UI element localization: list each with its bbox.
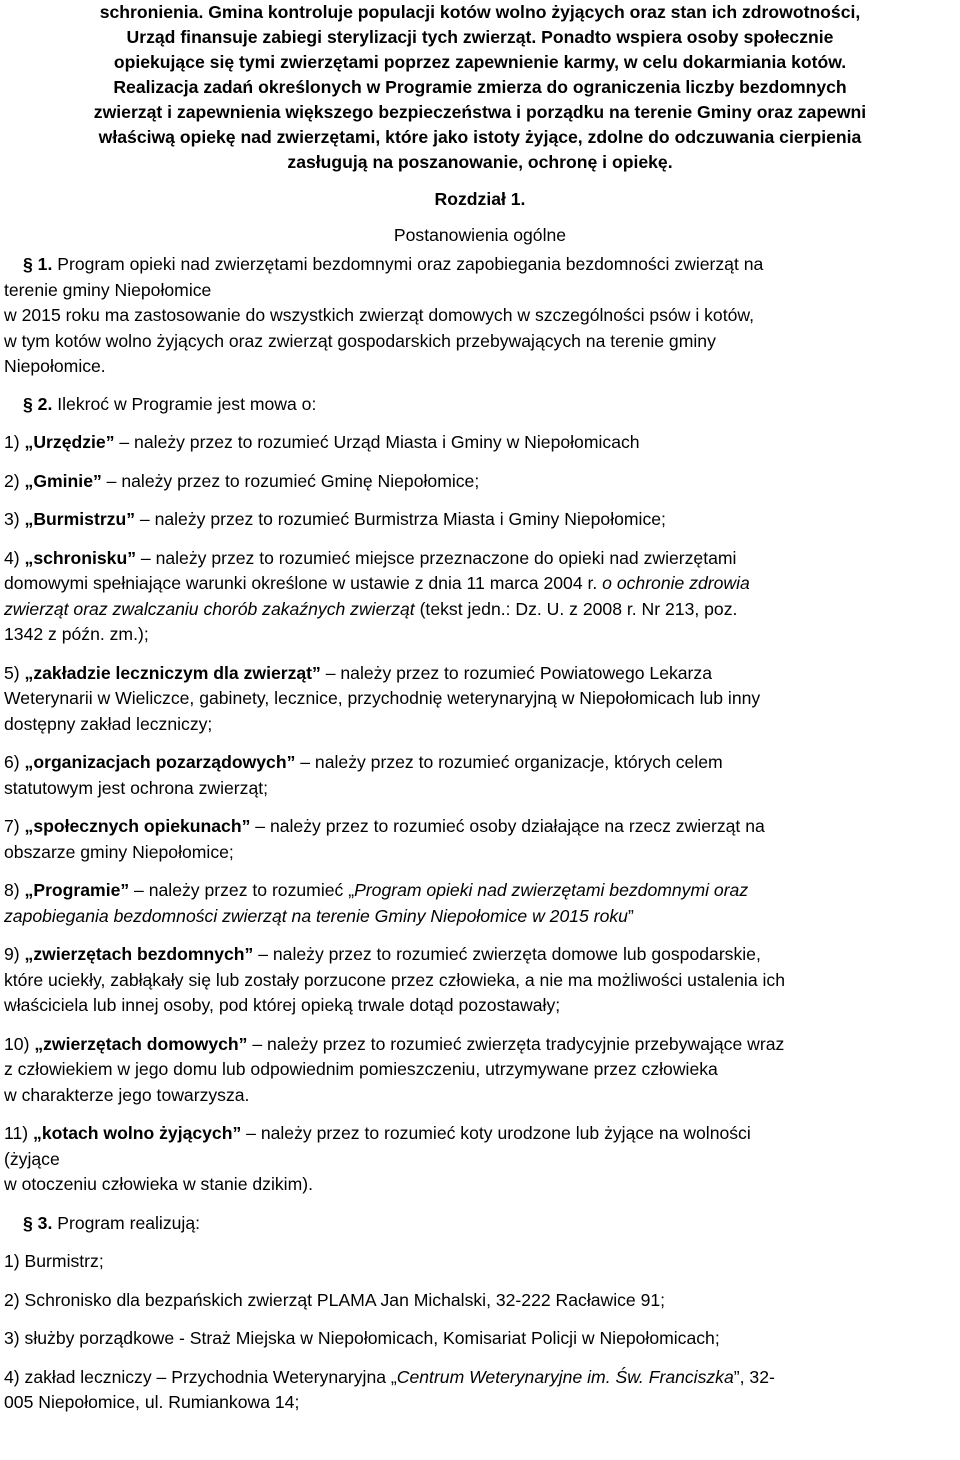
- definition-text: – należy przez to rozumieć „: [129, 880, 355, 900]
- section-text: Program opieki nad zwierzętami bezdomnymi oraz zapobiegania bezdomności zwierząt na: [52, 254, 764, 274]
- definition-text: – należy przez to rozumieć Urząd Miasta i Gminy w Niepołomicach: [114, 432, 640, 452]
- section-2: [4, 392, 956, 418]
- definition-text: – należy przez to rozumieć Gminę Niepołomice;: [101, 470, 480, 491]
- section-text: terenie gminy Niepołomice: [4, 279, 212, 300]
- section-number: § 1.: [23, 254, 53, 274]
- intro-line: zasługują na poszanowanie, ochronę i opiekę.: [287, 152, 673, 172]
- definition-text: dostępny zakład leczniczy;: [4, 713, 213, 734]
- definition-text: – należy przez to rozumieć zwierzęta tradycyjnie przebywające wraz: [247, 1033, 785, 1054]
- definition-number: 3): [4, 509, 25, 529]
- definition-item: [4, 942, 956, 1019]
- definition-text: – należy przez to rozumieć Powiatowego Lekarza: [320, 662, 712, 683]
- definition-term: „zwierzętach domowych”: [34, 1033, 248, 1054]
- section-text: Niepołomice.: [4, 356, 106, 376]
- definition-text: w charakterze jego towarzysza.: [4, 1084, 250, 1105]
- definition-term: „organizacjach pozarządowych”: [24, 752, 296, 772]
- program-title: zapobiegania bezdomności zwierząt na terenie Gminy Niepołomice w 2015 roku: [4, 905, 628, 926]
- definition-term: „Gminie”: [24, 470, 102, 491]
- realizer-text: 005 Niepołomice, ul. Rumiankowa 14;: [4, 1392, 300, 1412]
- law-title: zwierząt oraz zwalczaniu chorób zakaźnych zwierząt: [4, 598, 415, 619]
- definition-text: – należy przez to rozumieć Burmistrza Miasta i Gminy Niepołomice;: [135, 509, 666, 529]
- definition-text: (tekst jedn.: Dz. U. z 2008 r. Nr 213, poz.: [414, 598, 738, 619]
- intro-line: schronienia. Gmina kontroluje populacji kotów wolno żyjących oraz stan ich zdrowotności,: [99, 2, 861, 22]
- definition-text: (żyjące: [4, 1148, 60, 1169]
- section-number: § 3.: [23, 1212, 53, 1233]
- realizer-item: 2) Schronisko dla bezpańskich zwierząt PLAMA Jan Michalski, 32-222 Racławice 91;: [4, 1289, 666, 1310]
- definition-item: [4, 430, 956, 456]
- section-3: [4, 1211, 956, 1237]
- definition-text: z człowiekiem w jego domu lub odpowiednim pomieszczeniu, utrzymywane przez człowieka: [4, 1059, 718, 1079]
- definition-term: „Programie”: [24, 880, 130, 900]
- section-text: Program realizują:: [52, 1212, 201, 1233]
- definition-text: obszarze gminy Niepołomice;: [4, 841, 234, 862]
- intro-line: Realizacja zadań określonych w Programie zmierza do ograniczenia liczby bezdomnych: [113, 77, 847, 97]
- definition-item: [4, 507, 956, 533]
- section-text: w 2015 roku ma zastosowanie do wszystkich zwierząt domowych w szczególności psów i kotów,: [4, 305, 755, 325]
- definition-item: [4, 1032, 956, 1109]
- definition-term: „kotach wolno żyjących”: [33, 1123, 242, 1143]
- definition-text: statutowym jest ochrona zwierząt;: [4, 777, 269, 798]
- definition-number: 4): [4, 547, 25, 568]
- definition-term: „zakładzie leczniczym dla zwierząt”: [24, 662, 321, 683]
- definition-text: – należy przez to rozumieć zwierzęta domowe lub gospodarskie,: [253, 944, 761, 964]
- definition-item: [4, 814, 956, 865]
- definition-item: [4, 661, 956, 738]
- intro-line: zwierząt i zapewnienia większego bezpieczeństwa i porządku na terenie Gminy oraz zapewni: [93, 102, 867, 122]
- chapter-subtitle: Postanowienia ogólne: [393, 225, 567, 245]
- section-text: Ilekroć w Programie jest mowa o:: [52, 393, 317, 414]
- section-1: [4, 252, 956, 380]
- chapter-title: Rozdział 1.: [434, 189, 526, 209]
- definition-item: [4, 878, 956, 929]
- definition-text: które uciekły, zabłąkały się lub zostały porzucone przez człowieka, a nie ma możliwości ustalenia ich: [4, 969, 785, 990]
- definition-term: „schronisku”: [24, 547, 137, 568]
- definition-text: – należy przez to rozumieć miejsce przeznaczone do opieki nad zwierzętami: [136, 547, 737, 568]
- realizer-item: [4, 1365, 956, 1416]
- definition-text: w otoczeniu człowieka w stanie dzikim).: [4, 1174, 313, 1194]
- definition-number: 9): [4, 944, 25, 964]
- definition-number: 10): [4, 1033, 35, 1054]
- definition-number: 5): [4, 662, 25, 683]
- definition-text: właściciela lub innej osoby, pod której opieką trwale dotąd pozostawały;: [4, 995, 561, 1015]
- definition-text: ”: [627, 905, 634, 926]
- definition-text: Weterynarii w Wieliczce, gabinety, lecznice, przychodnię weterynaryjną w Niepołomicach lub inny: [4, 688, 761, 708]
- realizer-item: 3) służby porządkowe - Straż Miejska w Niepołomicach, Komisariat Policji w Niepołomicach;: [4, 1328, 720, 1348]
- definition-text: – należy przez to rozumieć osoby działające na rzecz zwierząt na: [250, 816, 765, 836]
- realizer-text: 4) zakład leczniczy – Przychodnia Weterynaryjna „: [4, 1366, 397, 1387]
- definition-text: domowymi spełniające warunki określone w ustawie z dnia 11 marca 2004 r.: [4, 573, 603, 593]
- definition-number: 1): [4, 432, 25, 452]
- intro-line: właściwą opiekę nad zwierzętami, które jako istoty żyjące, zdolne do odczuwania cierpienia: [98, 127, 862, 147]
- program-title: Program opieki nad zwierzętami bezdomnymi oraz: [354, 880, 749, 900]
- intro-paragraph: [4, 0, 956, 175]
- definition-number: 2): [4, 470, 25, 491]
- definition-term: „Urzędzie”: [24, 432, 115, 452]
- definition-term: „społecznych opiekunach”: [24, 816, 251, 836]
- definition-text: – należy przez to rozumieć koty urodzone lub żyjące na wolności: [241, 1123, 751, 1143]
- definition-number: 11): [4, 1123, 34, 1143]
- definition-term: „Burmistrzu”: [24, 509, 136, 529]
- section-number: § 2.: [23, 393, 53, 414]
- document-page: [4, 0, 956, 1416]
- definition-item: [4, 546, 956, 648]
- definition-number: 8): [4, 880, 25, 900]
- definition-text: – należy przez to rozumieć organizacje, których celem: [295, 752, 723, 772]
- definition-text: 1342 z późn. zm.);: [4, 624, 149, 644]
- realizer-text: ”, 32-: [733, 1366, 775, 1387]
- intro-line: opiekujące się tymi zwierzętami poprzez zapewnienie karmy, w celu dokarmiania kotów.: [113, 52, 847, 72]
- definition-number: 7): [4, 816, 25, 836]
- clinic-name: Centrum Weterynaryjne im. Św. Franciszka: [396, 1366, 734, 1387]
- law-title: o ochronie zdrowia: [602, 573, 750, 593]
- section-text: w tym kotów wolno żyjących oraz zwierząt gospodarskich przebywających na terenie gminy: [4, 330, 716, 351]
- definition-item: [4, 1121, 956, 1198]
- definition-item: [4, 750, 956, 801]
- definition-number: 6): [4, 752, 25, 772]
- definition-item: [4, 469, 956, 495]
- realizer-item: 1) Burmistrz;: [4, 1251, 104, 1271]
- intro-line: Urząd finansuje zabiegi sterylizacji tych zwierząt. Ponadto wspiera osoby społecznie: [126, 27, 834, 47]
- definition-term: „zwierzętach bezdomnych”: [24, 944, 254, 964]
